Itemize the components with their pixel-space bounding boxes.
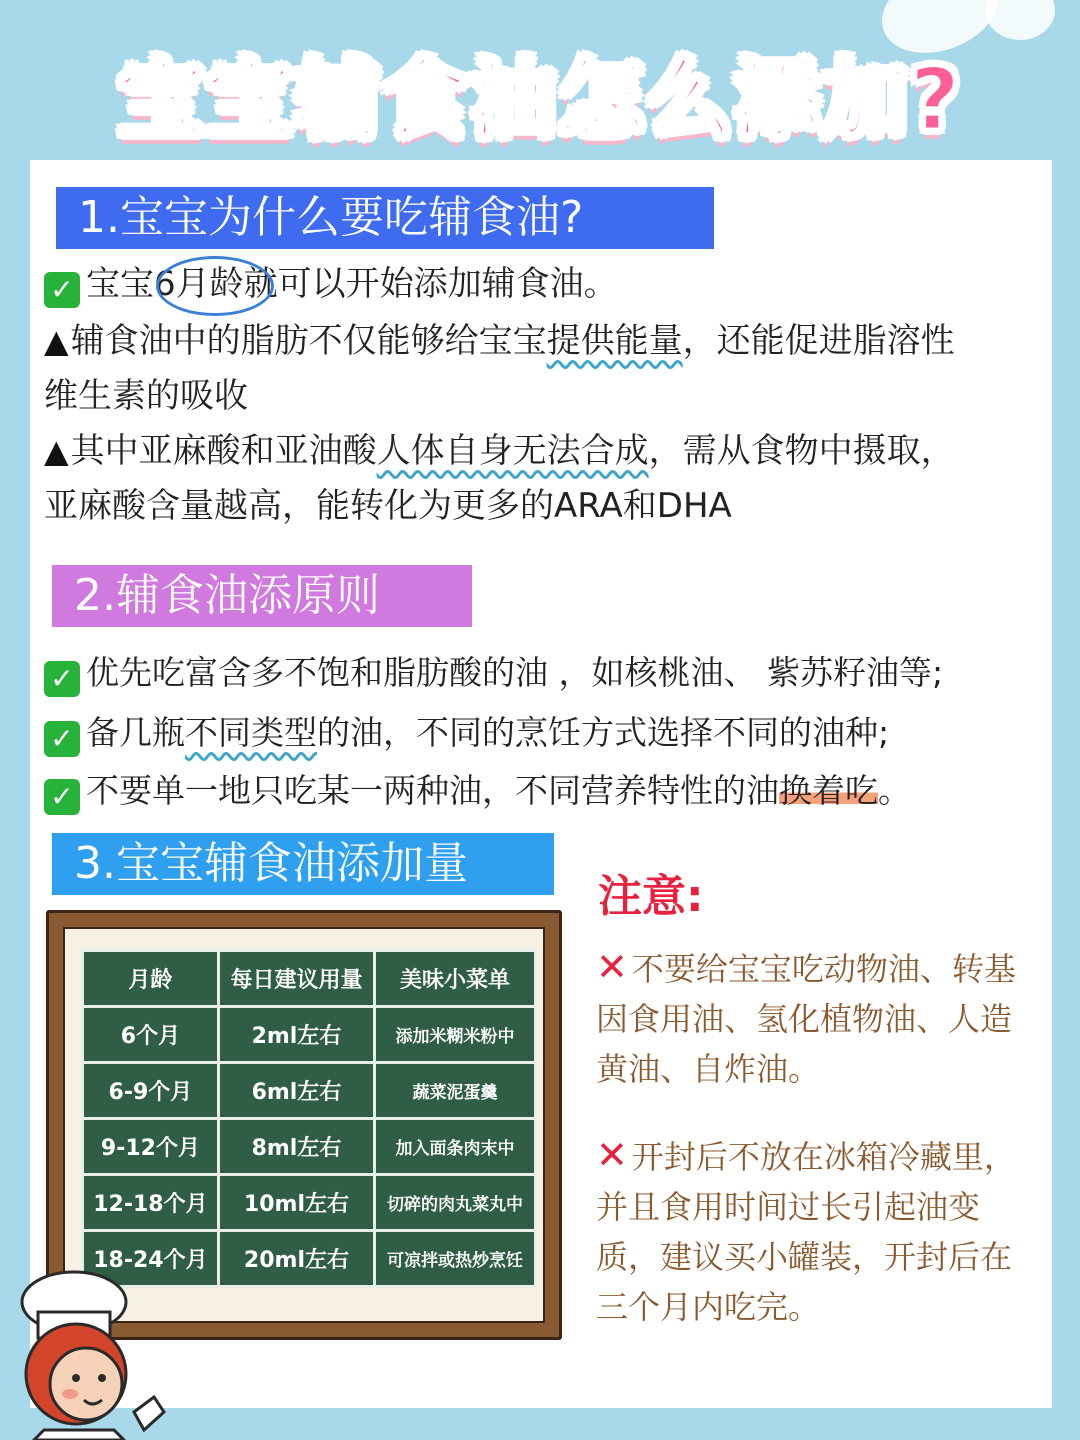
text: 的油，不同的烹饪方式选择不同的油种;	[317, 713, 890, 752]
hand-drawn-circle	[156, 256, 274, 316]
table-header: 月龄	[83, 951, 219, 1007]
oil-amount-table	[81, 949, 537, 1288]
section1-line2	[44, 318, 955, 364]
note-item-2	[596, 1130, 1026, 1332]
section1-line1	[44, 261, 618, 308]
note-text: 不要给宝宝吃动物油、转基因食用油、氢化植物油、人造黄油、自炸油。	[596, 950, 1016, 1088]
table-cell-age: 9-12个月	[83, 1119, 219, 1175]
table-cell-menu: 切碎的肉丸菜丸中	[375, 1175, 536, 1231]
table-row	[83, 1175, 536, 1231]
triangle-bullet-icon: ▲	[44, 432, 69, 470]
table-row	[83, 1119, 536, 1175]
circled-text: 6月龄	[154, 264, 244, 304]
text: 就可以开始添加辅食油。	[243, 264, 618, 304]
section3-heading: 3.宝宝辅食油添加量	[52, 833, 554, 895]
check-icon: ✓	[44, 661, 80, 697]
note-item-1	[596, 942, 1026, 1094]
section2-heading: 2.辅食油添原则	[52, 565, 472, 627]
text: 其中亚麻酸和亚油酸	[70, 431, 377, 471]
page-title: 宝宝辅食油怎么添加?	[118, 50, 962, 150]
triangle-bullet-icon: ▲	[44, 322, 69, 360]
text: 宝宝	[86, 264, 154, 304]
section1-line3: 维生素的吸收	[44, 376, 248, 416]
table-header: 美味小菜单	[375, 951, 536, 1007]
table-cell-age: 6-9个月	[83, 1063, 219, 1119]
table-cell-age: 12-18个月	[83, 1175, 219, 1231]
table-row	[83, 1007, 536, 1063]
check-icon: ✓	[44, 779, 80, 815]
table-cell-menu: 添加米糊米粉中	[375, 1007, 536, 1063]
text: 优先吃富含多不饱和脂肪酸的油 ，如核桃油、 紫苏籽油等;	[86, 653, 944, 692]
text: 备几瓶	[86, 713, 185, 752]
text: ，需从食物中摄取，	[648, 431, 955, 471]
text: 。	[878, 771, 911, 810]
text: 不要单一地只吃某一两种油，不同营养特性的油	[86, 771, 779, 810]
table-cell-amount: 8ml左右	[218, 1119, 374, 1175]
section2-line3	[44, 768, 911, 815]
wavy-underlined-text: 提供能量	[546, 321, 683, 361]
highlighted-text: 换着吃	[779, 771, 878, 810]
table-cell-menu: 蔬菜泥蛋羹	[375, 1063, 536, 1119]
chef-illustration	[4, 1262, 184, 1440]
table-row	[83, 1063, 536, 1119]
x-mark-icon: ✕	[596, 1133, 628, 1177]
table-cell-age: 6个月	[83, 1007, 219, 1063]
content-card	[30, 160, 1052, 1408]
table-header: 每日建议用量	[218, 951, 374, 1007]
check-icon: ✓	[44, 721, 80, 757]
section1-line5: 亚麻酸含量越高，能转化为更多的ARA和DHA	[44, 486, 732, 526]
table-cell-age: 18-24个月	[83, 1231, 219, 1287]
wavy-underlined-text: 人体自身无法合成	[376, 431, 649, 471]
table-cell-amount: 10ml左右	[218, 1175, 374, 1231]
check-icon: ✓	[44, 272, 80, 308]
table-cell-amount: 2ml左右	[218, 1007, 374, 1063]
text: 辅食油中的脂肪不仅能够给宝宝	[70, 321, 547, 361]
table-cell-amount: 6ml左右	[218, 1063, 374, 1119]
table-cell-menu: 加入面条肉末中	[375, 1119, 536, 1175]
x-mark-icon: ✕	[596, 945, 628, 989]
notes-title: 注意:	[598, 871, 704, 922]
wavy-underlined-text: 不同类型	[185, 713, 317, 752]
section1-line4	[44, 428, 955, 474]
table-cell-amount: 20ml左右	[218, 1231, 374, 1287]
section2-line1	[44, 650, 943, 697]
note-text: 开封后不放在冰箱冷藏里，并且食用时间过长引起油变质，建议买小罐装，开封后在三个月内吃完。	[596, 1138, 1016, 1326]
section2-line2	[44, 710, 889, 757]
table-header-row	[83, 951, 536, 1007]
section1-heading: 1.宝宝为什么要吃辅食油?	[56, 187, 714, 249]
text: ，还能促进脂溶性	[682, 321, 955, 361]
table-cell-menu: 可凉拌或热炒烹饪	[375, 1231, 536, 1287]
